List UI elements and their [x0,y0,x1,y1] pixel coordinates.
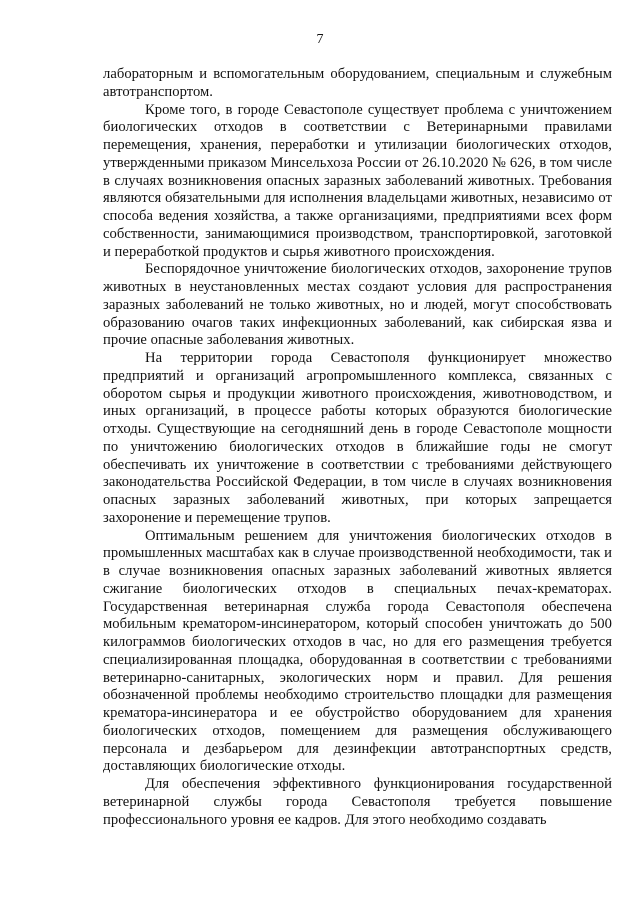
page-number: 7 [316,32,324,47]
paragraph-continuation: лабораторным и вспомогательным оборудованием, специальным и служебным автотранспортом. [103,66,612,100]
document-body [103,66,612,829]
paragraph: На территории города Севастополя функционирует множество предприятий и организаций агропромышленного комплекса, связанных с оборотом сырья и продукции животного происхождения, животноводством, и иных организаций, в процессе работы которых образуются биологические отходы. Существующие на сегодняшний день в городе Севастополе мощности по уничтожению биологических отходов в ближайшие годы не смогут обеспечивать их уничтожение в соответствии с требованиями действующего законодательства Российской Федерации, в том числе в случаях возникновения опасных заразных заболеваний животных, при которых запрещается захоронение и перемещение трупов. [103,350,612,526]
paragraph: Беспорядочное уничтожение биологических отходов, захоронение трупов животных в неустановленных местах создают условия для распространения заразных заболеваний не только животных, но и людей, могут способствовать образованию очагов таких инфекционных заболеваний, как сибирская язва и прочие опасные заболевания животных. [103,261,612,349]
paragraph: Для обеспечения эффективного функционирования государственной ветеринарной службы города Севастополя требуется повышение профессионального уровня ее кадров. Для этого необходимо создавать [103,776,612,828]
paragraph: Оптимальным решением для уничтожения биологических отходов в промышленных масштабах как в случае производственной необходимости, так и в случае возникновения опасных заразных заболеваний животных является сжигание биологических отходов в специальных печах-крематорах. Государственная ветеринарная служба города Севастополя обеспечена мобильным крематором-инсинератором, который способен уничтожать до 500 килограммов биологических отходов в час, но для его размещения требуется специализированная площадка, оборудованная в соответствии с требованиями ветеринарно-санитарных, экологических норм и правил. Для решения обозначенной проблемы необходимо строительство площадки для размещения крематора-инсинератора и ее обустройство оборудованием для хранения биологических отходов, помещением для размещения обслуживающего персонала и дезбарьером для дезинфекции автотранспортных средств, доставляющих биологические отходы. [103,527,612,775]
paragraph: Кроме того, в городе Севастополе существует проблема с уничтожением биологических отходов в соответствии с Ветеринарными правилами перемещения, хранения, переработки и утилизации биологических отходов, утвержденными приказом Минсельхоза России от 26.10.2020 № 626, в том числе в случаях возникновения опасных заразных заболеваний животных. Требования являются обязательными для исполнения владельцами животных, независимо от способа ведения хозяйства, а также организациями, предприятиями всех форм собственности, занимающимися производством, транспортировкой, заготовкой и переработкой продуктов и сырья животного происхождения. [103,101,612,260]
